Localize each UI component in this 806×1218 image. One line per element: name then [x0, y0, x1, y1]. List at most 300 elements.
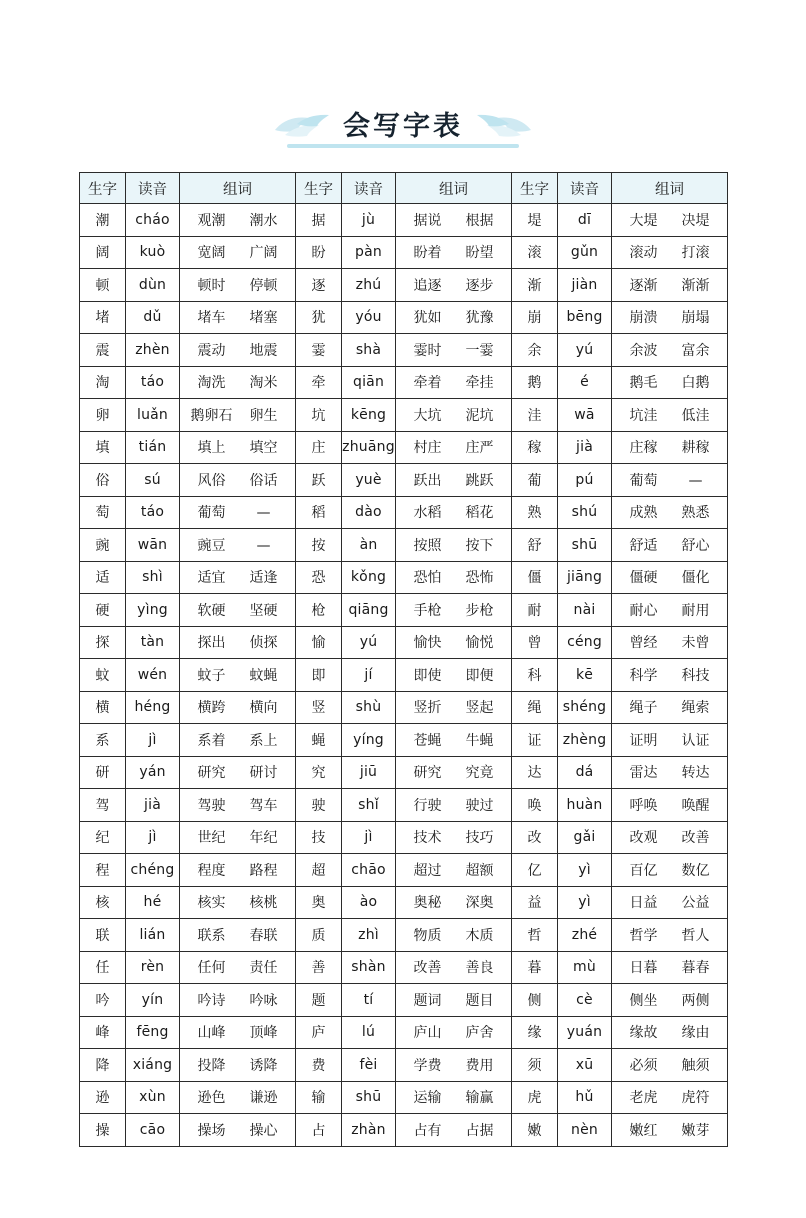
cell-char-3: 洼: [512, 399, 558, 432]
cell-char-2: 质: [296, 919, 342, 952]
table-row: [80, 204, 728, 237]
cell-pinyin-3: é: [558, 366, 612, 399]
cell-words-3: 滚动 打滚: [612, 236, 728, 269]
cell-char-2: 蝇: [296, 724, 342, 757]
column-header-words-1: 组词: [180, 173, 296, 204]
cell-char-1: 驾: [80, 789, 126, 822]
cell-pinyin-1: zhèn: [126, 334, 180, 367]
cell-char-1: 萄: [80, 496, 126, 529]
cell-char-3: 亿: [512, 854, 558, 887]
cell-words-1: 堵车 堵塞: [180, 301, 296, 334]
cell-words-1: 观潮 潮水: [180, 204, 296, 237]
cell-words-1: 系着 系上: [180, 724, 296, 757]
cell-pinyin-2: yóu: [342, 301, 396, 334]
cell-words-1: 淘洗 淘米: [180, 366, 296, 399]
table-row: [80, 691, 728, 724]
cell-pinyin-3: nèn: [558, 1114, 612, 1147]
table-row: [80, 301, 728, 334]
cell-pinyin-2: jù: [342, 204, 396, 237]
cell-char-2: 奥: [296, 886, 342, 919]
table-row: [80, 334, 728, 367]
cell-char-2: 按: [296, 529, 342, 562]
cell-words-3: 舒适 舒心: [612, 529, 728, 562]
table-row: [80, 399, 728, 432]
cell-words-2: 竖折 竖起: [396, 691, 512, 724]
cell-pinyin-1: fēng: [126, 1016, 180, 1049]
cell-char-2: 霎: [296, 334, 342, 367]
table-row: [80, 886, 728, 919]
cell-words-3: 哲学 哲人: [612, 919, 728, 952]
cell-words-1: 震动 地震: [180, 334, 296, 367]
wing-left-icon: [273, 108, 335, 138]
cell-words-2: 学费 费用: [396, 1049, 512, 1082]
cell-words-3: 葡萄 —: [612, 464, 728, 497]
cell-char-2: 驶: [296, 789, 342, 822]
cell-words-2: 霎时 一霎: [396, 334, 512, 367]
cell-words-2: 水稻 稻花: [396, 496, 512, 529]
page: [0, 96, 806, 1218]
cell-words-3: 成熟 熟悉: [612, 496, 728, 529]
cell-pinyin-2: shù: [342, 691, 396, 724]
cell-pinyin-2: àn: [342, 529, 396, 562]
cell-words-2: 行驶 驶过: [396, 789, 512, 822]
cell-pinyin-1: jià: [126, 789, 180, 822]
cell-char-2: 善: [296, 951, 342, 984]
table-row: [80, 496, 728, 529]
cell-char-2: 恐: [296, 561, 342, 594]
cell-char-3: 绳: [512, 691, 558, 724]
column-header-words-2: 组词: [396, 173, 512, 204]
cell-words-3: 呼唤 唤醒: [612, 789, 728, 822]
cell-words-1: 核实 核桃: [180, 886, 296, 919]
cell-pinyin-1: héng: [126, 691, 180, 724]
cell-pinyin-2: yíng: [342, 724, 396, 757]
cell-pinyin-3: shū: [558, 529, 612, 562]
cell-char-2: 枪: [296, 594, 342, 627]
cell-words-2: 犹如 犹豫: [396, 301, 512, 334]
cell-pinyin-1: wén: [126, 659, 180, 692]
cell-pinyin-1: luǎn: [126, 399, 180, 432]
cell-words-2: 超过 超额: [396, 854, 512, 887]
wing-right-icon: [471, 108, 533, 138]
cell-pinyin-3: gǎi: [558, 821, 612, 854]
cell-pinyin-1: xiáng: [126, 1049, 180, 1082]
table-row: [80, 984, 728, 1017]
cell-char-1: 吟: [80, 984, 126, 1017]
cell-words-3: 绳子 绳索: [612, 691, 728, 724]
cell-pinyin-2: jí: [342, 659, 396, 692]
cell-pinyin-2: pàn: [342, 236, 396, 269]
cell-char-3: 益: [512, 886, 558, 919]
cell-words-2: 跃出 跳跃: [396, 464, 512, 497]
cell-pinyin-2: zhuāng: [342, 431, 396, 464]
cell-pinyin-3: mù: [558, 951, 612, 984]
cell-char-1: 探: [80, 626, 126, 659]
table-row: [80, 821, 728, 854]
cell-char-3: 哲: [512, 919, 558, 952]
cell-words-1: 宽阔 广阔: [180, 236, 296, 269]
cell-pinyin-2: jì: [342, 821, 396, 854]
cell-char-2: 牵: [296, 366, 342, 399]
cell-char-2: 费: [296, 1049, 342, 1082]
table-row: [80, 951, 728, 984]
cell-pinyin-2: zhàn: [342, 1114, 396, 1147]
cell-pinyin-3: yuán: [558, 1016, 612, 1049]
cell-char-2: 超: [296, 854, 342, 887]
cell-words-1: 联系 春联: [180, 919, 296, 952]
table-row: [80, 269, 728, 302]
cell-pinyin-3: kē: [558, 659, 612, 692]
cell-words-1: 程度 路程: [180, 854, 296, 887]
cell-char-3: 僵: [512, 561, 558, 594]
cell-char-1: 硬: [80, 594, 126, 627]
cell-words-1: 顿时 停顿: [180, 269, 296, 302]
cell-pinyin-1: shì: [126, 561, 180, 594]
cell-words-2: 物质 木质: [396, 919, 512, 952]
cell-char-1: 豌: [80, 529, 126, 562]
cell-pinyin-3: dá: [558, 756, 612, 789]
cell-words-3: 雷达 转达: [612, 756, 728, 789]
table-row: [80, 236, 728, 269]
cell-char-3: 稼: [512, 431, 558, 464]
cell-char-3: 余: [512, 334, 558, 367]
cell-char-3: 暮: [512, 951, 558, 984]
char-table-wrapper: [79, 172, 727, 1147]
cell-pinyin-1: cāo: [126, 1114, 180, 1147]
cell-pinyin-2: jiū: [342, 756, 396, 789]
cell-words-1: 世纪 年纪: [180, 821, 296, 854]
cell-pinyin-3: céng: [558, 626, 612, 659]
table-body: [80, 204, 728, 1147]
cell-char-3: 唤: [512, 789, 558, 822]
cell-words-3: 百亿 数亿: [612, 854, 728, 887]
cell-char-3: 达: [512, 756, 558, 789]
cell-words-3: 耐心 耐用: [612, 594, 728, 627]
cell-pinyin-3: yì: [558, 854, 612, 887]
cell-pinyin-1: tàn: [126, 626, 180, 659]
cell-pinyin-2: shà: [342, 334, 396, 367]
cell-pinyin-3: wā: [558, 399, 612, 432]
cell-pinyin-1: rèn: [126, 951, 180, 984]
cell-words-1: 山峰 顶峰: [180, 1016, 296, 1049]
cell-char-3: 葡: [512, 464, 558, 497]
cell-char-2: 题: [296, 984, 342, 1017]
column-header-char-1: 生字: [80, 173, 126, 204]
cell-pinyin-1: lián: [126, 919, 180, 952]
cell-char-2: 占: [296, 1114, 342, 1147]
cell-char-3: 证: [512, 724, 558, 757]
cell-char-2: 愉: [296, 626, 342, 659]
table-row: [80, 854, 728, 887]
cell-char-2: 竖: [296, 691, 342, 724]
cell-pinyin-2: qiān: [342, 366, 396, 399]
cell-words-3: 庄稼 耕稼: [612, 431, 728, 464]
cell-words-1: 横跨 横向: [180, 691, 296, 724]
cell-words-3: 缘故 缘由: [612, 1016, 728, 1049]
cell-pinyin-1: wān: [126, 529, 180, 562]
cell-pinyin-3: hǔ: [558, 1081, 612, 1114]
cell-char-1: 联: [80, 919, 126, 952]
cell-words-2: 奥秘 深奥: [396, 886, 512, 919]
cell-words-3: 日益 公益: [612, 886, 728, 919]
cell-pinyin-1: hé: [126, 886, 180, 919]
cell-words-3: 证明 认证: [612, 724, 728, 757]
cell-words-3: 嫩红 嫩芽: [612, 1114, 728, 1147]
cell-pinyin-2: zhì: [342, 919, 396, 952]
cell-words-1: 豌豆 —: [180, 529, 296, 562]
table-row: [80, 626, 728, 659]
cell-pinyin-1: yìng: [126, 594, 180, 627]
cell-words-3: 崩溃 崩塌: [612, 301, 728, 334]
cell-words-1: 任何 责任: [180, 951, 296, 984]
cell-pinyin-2: kǒng: [342, 561, 396, 594]
cell-words-2: 追逐 逐步: [396, 269, 512, 302]
cell-words-1: 操场 操心: [180, 1114, 296, 1147]
table-row: [80, 1016, 728, 1049]
cell-words-2: 愉快 愉悦: [396, 626, 512, 659]
column-header-char-3: 生字: [512, 173, 558, 204]
table-row: [80, 529, 728, 562]
table-row: [80, 431, 728, 464]
cell-words-2: 技术 技巧: [396, 821, 512, 854]
cell-char-1: 程: [80, 854, 126, 887]
cell-words-1: 探出 侦探: [180, 626, 296, 659]
table-row: [80, 789, 728, 822]
cell-words-2: 按照 按下: [396, 529, 512, 562]
cell-char-2: 逐: [296, 269, 342, 302]
cell-words-1: 风俗 俗话: [180, 464, 296, 497]
cell-pinyin-3: shú: [558, 496, 612, 529]
cell-words-2: 据说 根据: [396, 204, 512, 237]
cell-char-1: 顿: [80, 269, 126, 302]
table-row: [80, 464, 728, 497]
cell-pinyin-1: tián: [126, 431, 180, 464]
cell-pinyin-3: yú: [558, 334, 612, 367]
table-row: [80, 659, 728, 692]
table-header-row: [80, 173, 728, 204]
cell-pinyin-2: dào: [342, 496, 396, 529]
cell-words-2: 庐山 庐舍: [396, 1016, 512, 1049]
cell-pinyin-3: bēng: [558, 301, 612, 334]
cell-char-1: 核: [80, 886, 126, 919]
cell-char-3: 舒: [512, 529, 558, 562]
table-row: [80, 366, 728, 399]
cell-char-1: 峰: [80, 1016, 126, 1049]
cell-words-3: 日暮 暮春: [612, 951, 728, 984]
cell-words-3: 科学 科技: [612, 659, 728, 692]
cell-words-1: 鹅卵石 卵生: [180, 399, 296, 432]
cell-pinyin-1: cháo: [126, 204, 180, 237]
cell-char-1: 降: [80, 1049, 126, 1082]
cell-words-3: 必须 触须: [612, 1049, 728, 1082]
cell-pinyin-3: zhèng: [558, 724, 612, 757]
cell-pinyin-1: táo: [126, 496, 180, 529]
cell-pinyin-1: yán: [126, 756, 180, 789]
cell-pinyin-1: jì: [126, 821, 180, 854]
cell-char-1: 阔: [80, 236, 126, 269]
cell-words-3: 余波 富余: [612, 334, 728, 367]
cell-char-3: 须: [512, 1049, 558, 1082]
cell-char-2: 庄: [296, 431, 342, 464]
cell-char-3: 熟: [512, 496, 558, 529]
cell-pinyin-3: huàn: [558, 789, 612, 822]
cell-words-2: 大坑 泥坑: [396, 399, 512, 432]
cell-pinyin-3: zhé: [558, 919, 612, 952]
title-banner: [273, 104, 533, 143]
cell-pinyin-1: xùn: [126, 1081, 180, 1114]
cell-char-3: 曾: [512, 626, 558, 659]
cell-words-1: 驾驶 驾车: [180, 789, 296, 822]
cell-words-1: 逊色 谦逊: [180, 1081, 296, 1114]
cell-char-1: 潮: [80, 204, 126, 237]
cell-words-2: 牵着 牵挂: [396, 366, 512, 399]
cell-pinyin-3: nài: [558, 594, 612, 627]
cell-char-1: 适: [80, 561, 126, 594]
table-row: [80, 1049, 728, 1082]
cell-pinyin-2: zhú: [342, 269, 396, 302]
cell-char-3: 嫩: [512, 1114, 558, 1147]
title-underline: [287, 144, 519, 148]
cell-pinyin-3: jià: [558, 431, 612, 464]
cell-pinyin-1: chéng: [126, 854, 180, 887]
cell-char-2: 坑: [296, 399, 342, 432]
cell-char-3: 滚: [512, 236, 558, 269]
cell-words-1: 蚊子 蚊蝇: [180, 659, 296, 692]
cell-char-2: 犹: [296, 301, 342, 334]
cell-pinyin-3: dī: [558, 204, 612, 237]
cell-words-3: 鹅毛 白鹅: [612, 366, 728, 399]
column-header-char-2: 生字: [296, 173, 342, 204]
cell-words-3: 老虎 虎符: [612, 1081, 728, 1114]
cell-pinyin-2: lú: [342, 1016, 396, 1049]
cell-words-1: 软硬 坚硬: [180, 594, 296, 627]
cell-char-1: 堵: [80, 301, 126, 334]
cell-words-3: 改观 改善: [612, 821, 728, 854]
table-row: [80, 1114, 728, 1147]
cell-words-2: 苍蝇 牛蝇: [396, 724, 512, 757]
cell-char-1: 纪: [80, 821, 126, 854]
cell-char-1: 逊: [80, 1081, 126, 1114]
column-header-words-3: 组词: [612, 173, 728, 204]
cell-char-3: 虎: [512, 1081, 558, 1114]
cell-pinyin-3: jiàn: [558, 269, 612, 302]
table-row: [80, 919, 728, 952]
cell-pinyin-2: ào: [342, 886, 396, 919]
cell-pinyin-2: fèi: [342, 1049, 396, 1082]
cell-char-2: 输: [296, 1081, 342, 1114]
table-row: [80, 1081, 728, 1114]
cell-char-2: 究: [296, 756, 342, 789]
cell-char-2: 跃: [296, 464, 342, 497]
cell-words-1: 吟诗 吟咏: [180, 984, 296, 1017]
cell-char-2: 盼: [296, 236, 342, 269]
cell-pinyin-2: qiāng: [342, 594, 396, 627]
cell-char-3: 耐: [512, 594, 558, 627]
cell-pinyin-1: dǔ: [126, 301, 180, 334]
cell-pinyin-2: shū: [342, 1081, 396, 1114]
cell-words-3: 曾经 未曾: [612, 626, 728, 659]
cell-words-2: 运输 输赢: [396, 1081, 512, 1114]
table-row: [80, 756, 728, 789]
cell-char-2: 庐: [296, 1016, 342, 1049]
cell-char-2: 即: [296, 659, 342, 692]
cell-words-3: 逐渐 渐渐: [612, 269, 728, 302]
cell-char-1: 卵: [80, 399, 126, 432]
cell-pinyin-3: gǔn: [558, 236, 612, 269]
cell-words-1: 投降 诱降: [180, 1049, 296, 1082]
cell-words-2: 即使 即便: [396, 659, 512, 692]
cell-pinyin-1: jì: [126, 724, 180, 757]
cell-pinyin-3: yì: [558, 886, 612, 919]
cell-char-1: 研: [80, 756, 126, 789]
cell-char-2: 稻: [296, 496, 342, 529]
cell-words-3: 坑洼 低洼: [612, 399, 728, 432]
column-header-pinyin-3: 读音: [558, 173, 612, 204]
cell-pinyin-1: sú: [126, 464, 180, 497]
cell-char-1: 填: [80, 431, 126, 464]
cell-pinyin-3: pú: [558, 464, 612, 497]
table-row: [80, 724, 728, 757]
cell-pinyin-1: yín: [126, 984, 180, 1017]
cell-pinyin-3: cè: [558, 984, 612, 1017]
cell-words-1: 适宜 适逢: [180, 561, 296, 594]
cell-pinyin-2: yú: [342, 626, 396, 659]
cell-char-1: 系: [80, 724, 126, 757]
cell-words-2: 研究 究竟: [396, 756, 512, 789]
cell-words-3: 侧坐 两侧: [612, 984, 728, 1017]
table-header: [80, 173, 728, 204]
cell-char-3: 堤: [512, 204, 558, 237]
cell-char-1: 震: [80, 334, 126, 367]
cell-words-1: 填上 填空: [180, 431, 296, 464]
table-row: [80, 561, 728, 594]
cell-char-1: 俗: [80, 464, 126, 497]
cell-words-2: 盼着 盼望: [396, 236, 512, 269]
cell-words-3: 僵硬 僵化: [612, 561, 728, 594]
cell-words-3: 大堤 决堤: [612, 204, 728, 237]
cell-pinyin-3: xū: [558, 1049, 612, 1082]
cell-pinyin-1: dùn: [126, 269, 180, 302]
cell-words-2: 题词 题目: [396, 984, 512, 1017]
cell-pinyin-3: jiāng: [558, 561, 612, 594]
cell-words-2: 占有 占据: [396, 1114, 512, 1147]
cell-words-2: 村庄 庄严: [396, 431, 512, 464]
table-row: [80, 594, 728, 627]
cell-char-3: 渐: [512, 269, 558, 302]
cell-char-3: 侧: [512, 984, 558, 1017]
cell-words-1: 研究 研讨: [180, 756, 296, 789]
cell-char-1: 蚊: [80, 659, 126, 692]
cell-char-2: 技: [296, 821, 342, 854]
cell-char-3: 科: [512, 659, 558, 692]
cell-words-2: 恐怕 恐怖: [396, 561, 512, 594]
cell-pinyin-2: chāo: [342, 854, 396, 887]
column-header-pinyin-1: 读音: [126, 173, 180, 204]
page-title-area: [0, 96, 806, 150]
cell-pinyin-3: shéng: [558, 691, 612, 724]
cell-pinyin-1: kuò: [126, 236, 180, 269]
column-header-pinyin-2: 读音: [342, 173, 396, 204]
page-title: 会写字表: [343, 110, 463, 142]
cell-char-1: 横: [80, 691, 126, 724]
cell-pinyin-2: shǐ: [342, 789, 396, 822]
cell-char-3: 缘: [512, 1016, 558, 1049]
cell-char-3: 改: [512, 821, 558, 854]
cell-pinyin-2: kēng: [342, 399, 396, 432]
cell-pinyin-1: táo: [126, 366, 180, 399]
cell-words-2: 改善 善良: [396, 951, 512, 984]
cell-char-1: 淘: [80, 366, 126, 399]
